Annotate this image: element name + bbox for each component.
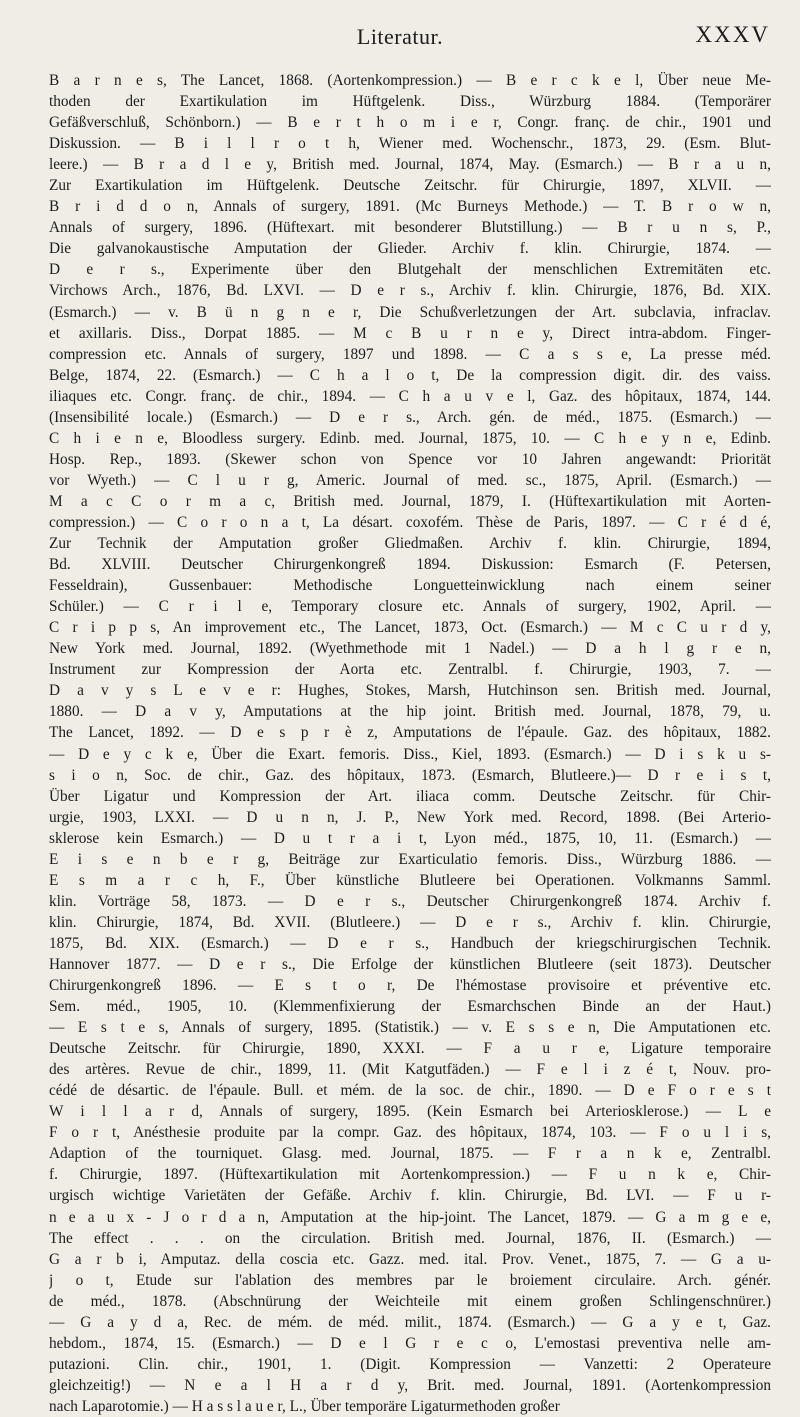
- text-line: Fesseldrain), Gussenbauer: Methodische Longuetteinwicklung nach einem seiner: [49, 577, 771, 595]
- text-line: iliaques etc. Congr. franç. de chir., 1894. — C h a u v e l, Gaz. des hôpitaux, 1874, 144.: [49, 387, 771, 405]
- text-line: j o t, Etude sur l'ablation des membres par le broiement circulaire. Arch. génér.: [49, 1271, 771, 1289]
- text-line: Bd. XLVIII. Deutscher Chirurgenkongreß 1894. Diskussion: Esmarch (F. Petersen,: [49, 556, 771, 574]
- text-line: Chirurgenkongreß 1896. — E s t o r, De l'hémostase provisoire et préventive etc.: [49, 977, 771, 995]
- text-line: leere.) — B r a d l e y, British med. Journal, 1874, May. (Esmarch.) — B r a u n,: [49, 156, 771, 174]
- text-line: de méd., 1878. (Abschnürung der Weichteile mit einem großen Schlingenschnürer.): [49, 1292, 771, 1310]
- text-line: E i s e n b e r g, Beiträge zur Exarticulatio femoris. Diss., Würzburg 1886. —: [49, 850, 771, 868]
- text-line: M a c C o r m a c, British med. Journal, 1879, I. (Hüftexartikulation mit Aorten-: [49, 492, 771, 510]
- page-header: [0, 0, 800, 62]
- text-line: nach Laparotomie.) — H a s s l a u e r, L., Über temporäre Ligaturmethoden großer: [49, 1397, 560, 1415]
- text-line: Gefäßverschluß, Schönborn.) — B e r t h o m i e r, Congr. franç. de chir., 1901 und: [49, 114, 771, 132]
- text-line: sklerose kein Esmarch.) — D u t r a i t, Lyon méd., 1875, 10, 11. (Esmarch.) —: [49, 829, 771, 847]
- text-line: (Esmarch.) — v. B ü n g n e r, Die Schußverletzungen der Art. subclavia, infraclav.: [49, 303, 771, 321]
- text-line: n e a u x - J o r d a n, Amputation at the hip-joint. The Lancet, 1879. — G a m g e e,: [49, 1208, 771, 1226]
- text-line: klin. Vorträge 58, 1873. — D e r s., Deutscher Chirurgenkongreß 1874. Archiv f.: [49, 892, 771, 910]
- text-line: — E s t e s, Annals of surgery, 1895. (Statistik.) — v. E s s e n, Die Amputationen etc.: [49, 1019, 771, 1037]
- text-line: compression.) — C o r o n a t, La désart. coxofém. Thèse de Paris, 1897. — C r é d é,: [49, 513, 771, 531]
- text-line: B r i d d o n, Annals of surgery, 1891. (Mc Burneys Methode.) — T. B r o w n,: [49, 198, 771, 216]
- bibliography-text: [49, 70, 771, 1417]
- text-line: Hannover 1877. — D e r s., Die Erfolge der künstlichen Blutleere (seit 1873). Deutscher: [49, 955, 771, 973]
- text-line: The Lancet, 1892. — D e s p r è z, Amputations de l'épaule. Gaz. des hôpitaux, 1882.: [49, 724, 771, 742]
- text-line: Schüler.) — C r i l e, Temporary closure etc. Annals of surgery, 1902, April. —: [49, 598, 771, 616]
- text-line: urgie, 1903, LXXI. — D u n n, J. P., New York med. Record, 1898. (Bei Arterio-: [49, 808, 771, 826]
- text-line: E s m a r c h, F., Über künstliche Blutleere bei Operationen. Volkmanns Samml.: [49, 871, 771, 889]
- text-line: Annals of surgery, 1896. (Hüftexart. mit besonderer Blutstillung.) — B r u n s, P.,: [49, 219, 771, 237]
- text-line: s i o n, Soc. de chir., Gaz. des hôpitaux, 1873. (Esmarch, Blutleere.)— D r e i s t,: [49, 766, 771, 784]
- text-line: Diskussion. — B i l l r o t h, Wiener med. Wochenschr., 1873, 29. (Esm. Blut-: [49, 135, 771, 153]
- text-line: klin. Chirurgie, 1874, Bd. XVII. (Blutleere.) — D e r s., Archiv f. klin. Chirurgie,: [49, 913, 771, 931]
- text-line: compression etc. Annals of surgery, 1897 und 1898. — C a s s e, La presse méd.: [49, 345, 771, 363]
- text-line: hebdom., 1874, 15. (Esmarch.) — D e l G r e c o, L'emostasi preventiva nelle am-: [49, 1334, 771, 1352]
- text-line: New York med. Journal, 1892. (Wyethmethode mit 1 Nadel.) — D a h l g r e n,: [49, 640, 771, 658]
- text-line: 1875, Bd. XIX. (Esmarch.) — D e r s., Handbuch der kriegschirurgischen Technik.: [49, 934, 771, 952]
- text-line: et axillaris. Diss., Dorpat 1885. — M c B u r n e y, Direct intra-abdom. Finger-: [49, 324, 771, 342]
- text-line: des artères. Revue de chir., 1899, 11. (Mit Katgutfäden.) — F e l i z é t, Nouv. pro-: [49, 1061, 771, 1079]
- text-line: G a r b i, Amputaz. della coscia etc. Gazz. med. ital. Prov. Venet., 1875, 7. — G a u-: [49, 1250, 771, 1268]
- text-line: (Insensibilité locale.) (Esmarch.) — D e r s., Arch. gén. de méd., 1875. (Esmarch.) —: [49, 408, 771, 426]
- running-head: Literatur.: [356, 24, 444, 49]
- text-line: f. Chirurgie, 1897. (Hüftexartikulation mit Aortenkompression.) — F u n k e, Chir-: [49, 1166, 771, 1184]
- text-line: 1880. — D a v y, Amputations at the hip joint. British med. Journal, 1878, 79, u.: [49, 703, 771, 721]
- text-line: C h i e n e, Bloodless surgery. Edinb. med. Journal, 1875, 10. — C h e y n e, Edinb.: [49, 429, 771, 447]
- page-number: XXXV: [695, 22, 770, 47]
- text-line: Hosp. Rep., 1893. (Skewer schon von Spence vor 10 Jahren angewandt: Priorität: [49, 450, 771, 468]
- text-line: — D e y c k e, Über die Exart. femoris. Diss., Kiel, 1893. (Esmarch.) — D i s k u s-: [49, 745, 771, 763]
- text-line: Virchows Arch., 1876, Bd. LXVI. — D e r s., Archiv f. klin. Chirurgie, 1876, Bd. XIX.: [49, 282, 771, 300]
- text-line: C r i p p s, An improvement etc., The Lancet, 1873, Oct. (Esmarch.) — M c C u r d y,: [49, 619, 771, 637]
- text-line: D e r s., Experimente über den Blutgehalt der menschlichen Extremitäten etc.: [49, 261, 771, 279]
- text-line: thoden der Exartikulation im Hüftgelenk. Diss., Würzburg 1884. (Temporärer: [49, 93, 771, 111]
- text-line: D a v y s L e v e r: Hughes, Stokes, Marsh, Hutchinson sen. British med. Journal,: [49, 682, 771, 700]
- text-line: vor Wyeth.) — C l u r g, Americ. Journal of med. sc., 1875, April. (Esmarch.) —: [49, 471, 771, 489]
- text-line: cédé de désartic. de l'épaule. Bull. et mém. de la soc. de chir., 1890. — D e F o r e s t: [49, 1082, 771, 1100]
- text-line: Die galvanokaustische Amputation der Glieder. Archiv f. klin. Chirurgie, 1874. —: [49, 240, 771, 258]
- text-line: urgisch wichtige Varietäten der Gefäße. Archiv f. klin. Chirurgie, Bd. LVI. — F u r-: [49, 1187, 771, 1205]
- text-line: gleichzeitig!) — N e a l H a r d y, Brit. med. Journal, 1891. (Aortenkompression: [49, 1376, 771, 1394]
- text-line: Sem. méd., 1905, 10. (Klemmenfixierung der Esmarchschen Binde an der Haut.): [49, 998, 771, 1016]
- text-line: Über Ligatur und Kompression der Art. iliaca comm. Deutsche Zeitschr. für Chir-: [49, 787, 771, 805]
- text-line: Zur Technik der Amputation großer Gliedmaßen. Archiv f. klin. Chirurgie, 1894,: [49, 535, 771, 553]
- text-line: B a r n e s, The Lancet, 1868. (Aortenkompression.) — B e r c k e l, Über neue Me-: [49, 72, 771, 89]
- text-line: Belge, 1874, 22. (Esmarch.) — C h a l o t, De la compression digit. dir. des vaiss.: [49, 366, 771, 384]
- text-line: The effect . . . on the circulation. British med. Journal, 1876, II. (Esmarch.) —: [49, 1229, 771, 1247]
- text-line: putazioni. Clin. chir., 1901, 1. (Digit. Kompression — Vanzetti: 2 Operateure: [49, 1355, 771, 1373]
- text-line: W i l l a r d, Annals of surgery, 1895. (Kein Esmarch bei Arteriosklerose.) — L e: [49, 1103, 771, 1121]
- text-line: Adaption of the tourniquet. Glasg. med. Journal, 1875. — F r a n k e, Zentralbl.: [49, 1145, 771, 1163]
- text-line: F o r t, Anésthesie produite par la compr. Gaz. des hôpitaux, 1874, 103. — F o u l i s,: [49, 1124, 771, 1142]
- text-line: Zur Exartikulation im Hüftgelenk. Deutsche Zeitschr. für Chirurgie, 1897, XLVII. —: [49, 177, 771, 195]
- text-line: Instrument zur Kompression der Aorta etc. Zentralbl. f. Chirurgie, 1903, 7. —: [49, 661, 771, 679]
- text-line: — G a y d a, Rec. de mém. de méd. milit., 1874. (Esmarch.) — G a y e t, Gaz.: [49, 1313, 771, 1331]
- text-line: Deutsche Zeitschr. für Chirurgie, 1890, XXXI. — F a u r e, Ligature temporaire: [49, 1040, 771, 1058]
